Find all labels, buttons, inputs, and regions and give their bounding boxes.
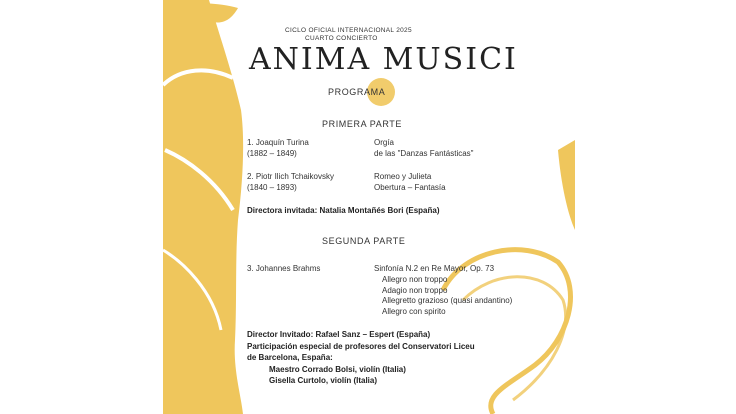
soloist-1: Maestro Corrado Bolsi, violín (Italia): [269, 365, 406, 374]
movement-item: Allegretto grazioso (quasi andantino): [382, 296, 513, 305]
part-one-conductor: Directora invitada: Natalia Montañés Bori (España): [247, 206, 440, 215]
participation-line-2: de Barcelona, España:: [247, 353, 333, 362]
part-one-heading: PRIMERA PARTE: [322, 119, 402, 129]
concert-program-poster: [163, 0, 575, 414]
soloist-2: Gisella Curtolo, violín (Italia): [269, 376, 378, 385]
guest-director: Director Invitado: Rafael Sanz – Espert (España): [247, 330, 431, 339]
movement-list: [382, 275, 512, 317]
page-title: ANIMA MUSICI: [249, 42, 518, 77]
part-two-heading: SEGUNDA PARTE: [322, 236, 406, 246]
program-heading: PROGRAMA: [328, 87, 386, 97]
cycle-label: CICLO OFICIAL INTERNACIONAL 2025: [285, 27, 412, 34]
movement-item: Allegro con spirito: [382, 306, 446, 316]
piece-3-composer: 3. Johannes Brahms: [247, 264, 321, 273]
piece-2-work: Romeo y Julieta Obertura – Fantasía: [374, 172, 446, 192]
piece-1-composer: 1. Joaquín Turina (1882 – 1849): [247, 138, 309, 158]
piece-3-work: Sinfonía N.2 en Re Mayor, Op. 73: [374, 264, 495, 273]
piece-2-composer: 2. Piotr Ilich Tchaikovsky (1840 – 1893): [247, 172, 334, 192]
participation-line-1: Participación especial de profesores del Conservatori Liceu: [247, 342, 475, 351]
movement-item: Adagio non troppo: [382, 285, 448, 295]
concert-label: CUARTO CONCIERTO: [305, 35, 378, 42]
piece-1-work: Orgía de las "Danzas Fantásticas": [374, 138, 474, 158]
movement-item: Allegro non troppo: [382, 275, 448, 284]
